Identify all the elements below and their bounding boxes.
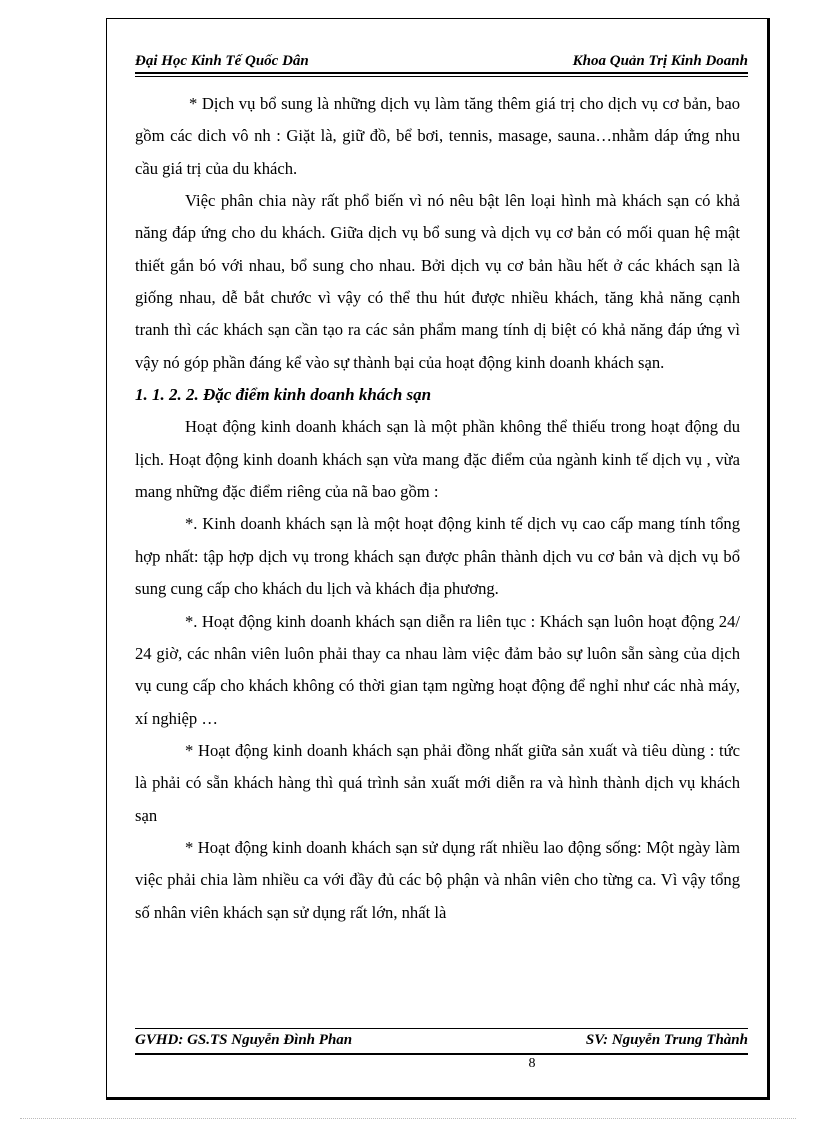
paragraph-labor-intensive: * Hoạt động kinh doanh khách sạn sử dụng rất nhiều lao động sống: Một ngày làm việc phải chia làm nhiều ca với đầy đủ các bộ phận và nhân viên cho từng ca. Vì vậy tổng số nhân viên khách sạn sử dụng rất lớn, nhất là (135, 837, 740, 922)
footer-rule (135, 1028, 748, 1029)
section-heading: 1. 1. 2. 2. Đặc điểm kinh doanh khách sạn (135, 385, 432, 405)
header-rule (135, 72, 748, 77)
paragraph-production-consumption: * Hoạt động kinh doanh khách sạn phải đồng nhất giữa sản xuất và tiêu dùng : tức là phải có sẵn khách hàng thì quá trình sản xuất mới diễn ra và hình thành dịch vụ khách sạn (135, 740, 740, 825)
paragraph-supplementary-services: * Dịch vụ bổ sung là những dịch vụ làm tăng thêm giá trị cho dịch vụ cơ bản, bao gồm các dich vô nh : Giặt là, giữ đồ, bể bơi, tennis, masage, sauna…nhằm dáp ứng nhu cầu giá trị của du khách. (135, 94, 740, 178)
page-number: 8 (528, 1056, 536, 1071)
footer-supervisor: GVHD: GS.TS Nguyễn Đình Phan (135, 1032, 353, 1048)
page-header (135, 48, 748, 70)
page-footer (135, 1032, 748, 1049)
footer-student: SV: Nguyễn Trung Thành (585, 1032, 748, 1048)
document-body (135, 88, 740, 929)
header-faculty: Khoa Quản Trị Kinh Doanh (572, 53, 748, 69)
page-break-line (20, 1118, 796, 1119)
paragraph-comprehensive-service: *. Kinh doanh khách sạn là một hoạt động kinh tế dịch vụ cao cấp mang tính tổng hợp nhất: tập hợp dịch vụ trong khách sạn được phân thành dịch vu cơ bản và dịch vụ bổ sung cung cấp cho khách du lịch và khách địa phương. (135, 514, 740, 599)
paragraph-classification: Việc phân chia này rất phổ biến vì nó nêu bật lên loại hình mà khách sạn có khả năng đáp ứng cho du khách. Giữa dịch vụ bổ sung và dịch vụ cơ bản có mối quan hệ mật thiết gắn bó với nhau, bổ sung cho nhau. Bởi dịch vụ cơ bản hầu hết ở các khách sạn là giống nhau, dễ bắt chước vì vậy có thể thu hút được nhiều khách, tăng khả năng cạnh tranh thì các khách sạn cần tạo ra các sản phẩm mang tính dị biệt có khả năng đáp ứng vì vậy nó góp phần đáng kể vào sự thành bại của hoạt động kinh doanh khách sạn. (135, 191, 740, 372)
paragraph-continuous-operation: *. Hoạt động kinh doanh khách sạn diễn ra liên tục : Khách sạn luôn hoạt động 24/ 24 giờ, các nhân viên luôn phải thay ca nhau làm việc đảm bảo sự luôn sẵn sàng của dịch vụ cung cấp cho khách không có thời gian tạm ngừng hoạt động để nghỉ như các nhà máy, xí nghiệp … (135, 611, 740, 728)
header-university: Đại Học Kinh Tế Quốc Dân (135, 53, 309, 69)
footer-rule-bottom (135, 1053, 748, 1055)
paragraph-hotel-business-intro: Hoạt động kinh doanh khách sạn là một phần không thể thiếu trong hoạt động du lịch. Hoạt động kinh doanh khách sạn vừa mang đặc điểm của ngành kinh tế dịch vụ , vừa mang những đặc điểm riêng của nã bao gồm : (135, 417, 740, 502)
